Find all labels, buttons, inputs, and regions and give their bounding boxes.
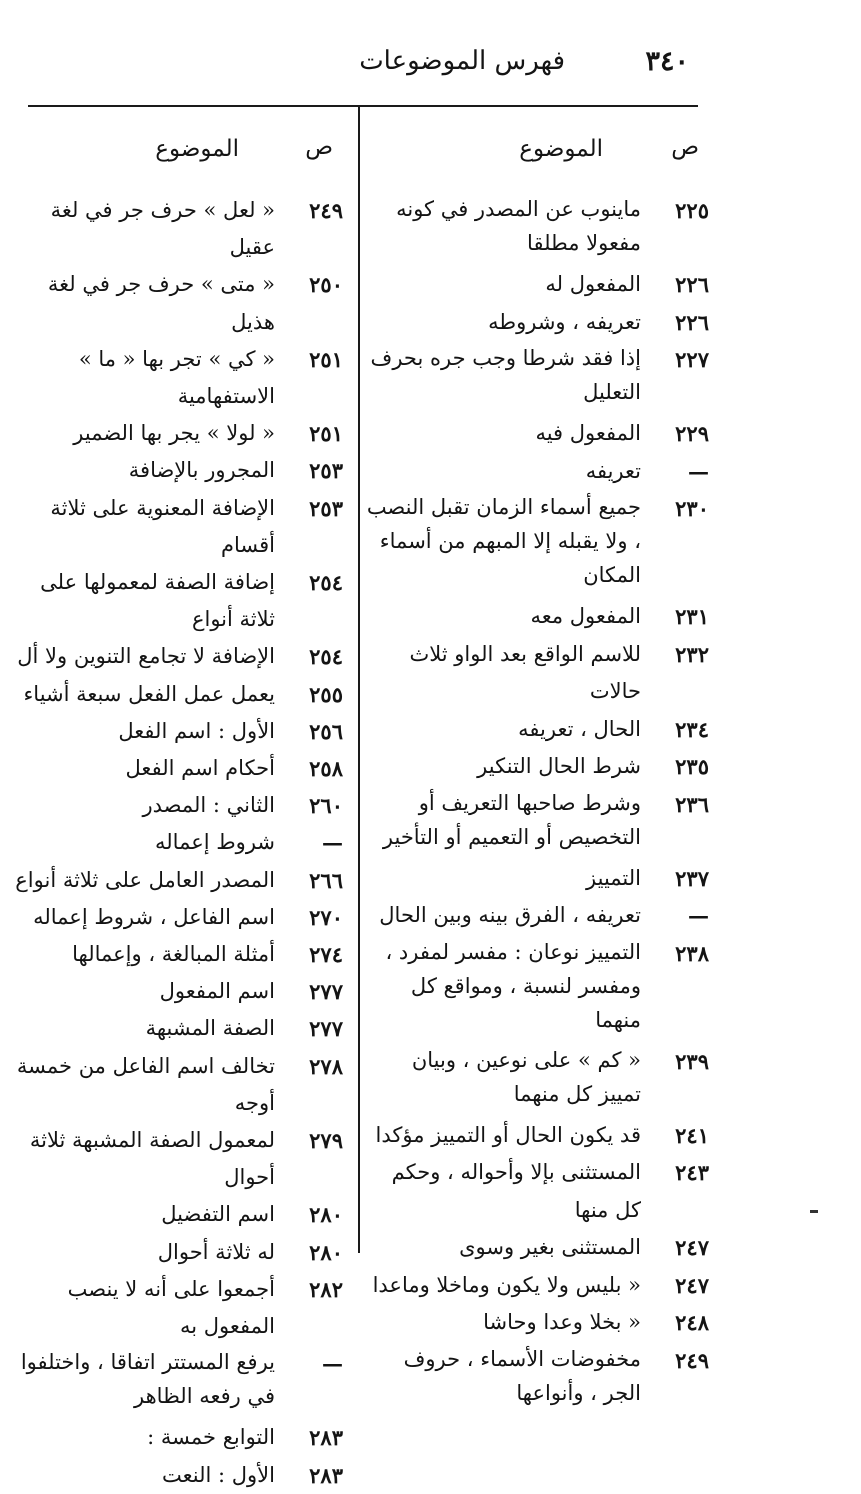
index-entry bbox=[13, 1271, 343, 1345]
entry-topic: المجرور بالإضافة bbox=[128, 458, 275, 483]
entry-topic: المفعول له bbox=[545, 272, 641, 296]
page-column-heading: ص bbox=[671, 134, 699, 160]
entry-topic: تعريفه ، وشروطه bbox=[488, 309, 641, 334]
index-entry bbox=[363, 636, 709, 711]
index-entry bbox=[13, 1196, 343, 1233]
index-entry bbox=[13, 638, 343, 675]
index-entry bbox=[363, 1154, 709, 1229]
index-entry bbox=[363, 786, 709, 854]
index-entry bbox=[13, 1345, 343, 1413]
index-entry bbox=[363, 1342, 709, 1410]
entry-page-number: ٢٧٧ bbox=[309, 1016, 343, 1042]
entry-page-number: ٢٣١ bbox=[675, 604, 709, 629]
entry-topic: لمعمول الصفة المشبهة ثلاثة أحوال bbox=[29, 1128, 275, 1190]
index-entry bbox=[13, 899, 343, 936]
entry-page-number: ٢٤٧ bbox=[675, 1235, 709, 1260]
entry-topic: للاسم الواقع بعد الواو ثلاث حالات bbox=[409, 641, 641, 703]
entry-topic: اسم المفعول bbox=[159, 979, 275, 1004]
entry-page-number: ٢٣٧ bbox=[675, 865, 709, 891]
entry-page-number: ٢٨٣ bbox=[309, 1425, 343, 1451]
entry-page-number: ٢٥٣ bbox=[309, 458, 343, 484]
index-entry bbox=[13, 452, 343, 489]
entry-page-number: ٢٥١ bbox=[309, 421, 343, 447]
entry-list bbox=[13, 192, 343, 1494]
entry-topic: أجمعوا على أنه لا ينصب المفعول به bbox=[67, 1276, 275, 1339]
entry-topic: الأول : النعت bbox=[162, 1462, 275, 1487]
index-entry bbox=[363, 1304, 709, 1342]
entry-page-number: ٢٣٨ bbox=[675, 940, 709, 966]
entry-page-number: ٢٣٠ bbox=[675, 496, 709, 521]
column-divider bbox=[358, 106, 360, 1253]
topic-column-heading: الموضوع bbox=[155, 136, 239, 162]
entry-page-number: ٢٨٢ bbox=[309, 1276, 343, 1302]
index-entry bbox=[13, 787, 343, 824]
index-entry bbox=[13, 713, 343, 750]
entry-topic: يرفع المستتر اتفاقا ، واختلفوا في رفعه الظاهر bbox=[20, 1350, 275, 1409]
page-header bbox=[0, 36, 861, 96]
index-entry bbox=[13, 824, 343, 861]
index-entry bbox=[13, 266, 343, 340]
index-entry bbox=[13, 1122, 343, 1196]
index-entry bbox=[13, 490, 343, 564]
entry-topic: المصدر العامل على ثلاثة أنواع bbox=[15, 867, 275, 892]
entry-page-number: ٢٤٧ bbox=[675, 1272, 709, 1298]
entry-page-number: — bbox=[688, 458, 709, 484]
entry-topic: « كي » تجر بها « ما » الاستفهامية bbox=[78, 346, 275, 409]
running-title: فهرس الموضوعات bbox=[359, 46, 565, 76]
entry-page-number: ٢٦٦ bbox=[309, 867, 343, 893]
entry-topic: شروط إعماله bbox=[155, 830, 275, 855]
entry-page-number: ٢٥٤ bbox=[309, 644, 343, 670]
index-entry bbox=[363, 1117, 709, 1155]
entry-topic: المفعول معه bbox=[530, 604, 641, 628]
index-entry bbox=[363, 935, 709, 1037]
index-column-left bbox=[13, 128, 343, 1488]
index-entry bbox=[363, 897, 709, 935]
entry-topic: « بخلا وعدا وحاشا bbox=[483, 1310, 641, 1334]
entry-page-number: ٢٢٥ bbox=[675, 198, 709, 223]
index-entry bbox=[13, 1234, 343, 1271]
entry-page-number: ٢٨٠ bbox=[309, 1239, 343, 1265]
index-entry bbox=[363, 304, 709, 342]
entry-page-number: ٢٧٧ bbox=[309, 979, 343, 1005]
index-entry bbox=[363, 490, 709, 592]
entry-page-number: ٢٧٤ bbox=[309, 942, 343, 968]
index-entry bbox=[13, 1419, 343, 1456]
entry-page-number: ٢٧٨ bbox=[309, 1053, 343, 1079]
index-entry bbox=[363, 711, 709, 749]
entry-page-number: — bbox=[688, 903, 709, 928]
entry-topic: التوابع خمسة : bbox=[147, 1425, 275, 1450]
index-entry bbox=[363, 1267, 709, 1305]
entry-page-number: ٢٨٠ bbox=[309, 1202, 343, 1228]
entry-topic: الحال ، تعريفه bbox=[518, 716, 641, 741]
stray-ink-mark bbox=[810, 1210, 818, 1213]
entry-topic: التمييز bbox=[586, 865, 641, 890]
index-entry bbox=[363, 192, 709, 260]
entry-topic: المستثنى بإلا وأحواله ، وحكم كل منها bbox=[391, 1160, 641, 1222]
index-entry bbox=[13, 936, 343, 973]
index-entry bbox=[363, 266, 709, 304]
entry-page-number: — bbox=[322, 1351, 343, 1377]
entry-topic: المستثنى بغير وسوى bbox=[459, 1235, 641, 1259]
entry-topic: « لعل » حرف جر في لغة عقيل bbox=[50, 198, 275, 260]
index-entry bbox=[363, 415, 709, 453]
entry-topic: تخالف اسم الفاعل من خمسة أوجه bbox=[16, 1053, 275, 1115]
column-heading bbox=[363, 128, 709, 170]
index-entry bbox=[363, 748, 709, 786]
entry-topic: « لولا » يجر بها الضمير bbox=[73, 421, 275, 446]
index-entry bbox=[13, 192, 343, 266]
entry-page-number: ٢٥٦ bbox=[309, 718, 343, 744]
index-entry bbox=[363, 598, 709, 636]
entry-page-number: ٢٥٣ bbox=[309, 495, 343, 521]
entry-topic: يعمل عمل الفعل سبعة أشياء bbox=[23, 681, 275, 706]
index-entry bbox=[13, 1457, 343, 1494]
entry-topic: الثاني : المصدر bbox=[142, 793, 275, 818]
entry-page-number: ٢٢٧ bbox=[675, 347, 709, 372]
entry-topic: مخفوضات الأسماء ، حروف الجر ، وأنواعها bbox=[403, 1346, 641, 1405]
header-rule bbox=[28, 105, 698, 107]
index-entry bbox=[13, 341, 343, 415]
entry-topic: ماينوب عن المصدر في كونه مفعولا مطلقا bbox=[396, 197, 641, 255]
index-entry bbox=[13, 1048, 343, 1122]
index-entry bbox=[13, 564, 343, 638]
entry-topic: شرط الحال التنكير bbox=[477, 754, 641, 778]
entry-page-number: ٢٦٠ bbox=[309, 793, 343, 819]
index-entry bbox=[363, 1229, 709, 1267]
entry-topic: اسم الفاعل ، شروط إعماله bbox=[33, 904, 275, 929]
entry-page-number: ٢٣٦ bbox=[675, 791, 709, 817]
entry-page-number: ٢٢٦ bbox=[675, 309, 709, 335]
entry-page-number: ٢٤٩ bbox=[675, 1347, 709, 1373]
entry-page-number: ٢٤٣ bbox=[675, 1160, 709, 1185]
entry-page-number: ٢٥٨ bbox=[309, 756, 343, 782]
page-number: ٣٤٠ bbox=[645, 46, 689, 77]
entry-list bbox=[363, 192, 709, 1410]
entry-topic: تعريفه ، الفرق بينه وبين الحال bbox=[379, 903, 641, 927]
entry-page-number: ٢٢٩ bbox=[675, 421, 709, 446]
entry-topic: وشرط صاحبها التعريف أو التخصيص أو التعميم أو التأخير bbox=[382, 790, 641, 849]
entry-topic: الأول : اسم الفعل bbox=[118, 718, 275, 743]
entry-topic: الصفة المشبهة bbox=[145, 1016, 275, 1041]
entry-topic: « بليس ولا يكون وماخلا وماعدا bbox=[372, 1272, 641, 1297]
topic-column-heading: الموضوع bbox=[519, 136, 603, 162]
entry-topic: أحكام اسم الفعل bbox=[125, 756, 275, 781]
entry-page-number: ٢٨٣ bbox=[309, 1462, 343, 1488]
entry-topic: جميع أسماء الزمان تقبل النصب ، ولا يقبله إلا المبهم من أسماء المكان bbox=[366, 495, 641, 587]
entry-page-number: ٢٣٥ bbox=[675, 754, 709, 779]
entry-topic: الإضافة لا تجامع التنوين ولا أل bbox=[17, 644, 275, 669]
index-entry bbox=[363, 453, 709, 491]
entry-topic: إضافة الصفة لمعمولها على ثلاثة أنواع bbox=[40, 570, 275, 632]
entry-topic: أمثلة المبالغة ، وإعمالها bbox=[72, 942, 275, 967]
entry-page-number: ٢٣٩ bbox=[675, 1048, 709, 1074]
entry-topic: التمييز نوعان : مفسر لمفرد ، ومفسر لنسبة ، ومواقع كل منهما bbox=[385, 939, 641, 1032]
entry-page-number: ٢٣٤ bbox=[675, 716, 709, 742]
index-entry bbox=[13, 973, 343, 1010]
index-entry bbox=[13, 862, 343, 899]
entry-page-number: — bbox=[322, 830, 343, 856]
entry-topic: تعريفه bbox=[585, 458, 641, 483]
index-entry bbox=[13, 750, 343, 787]
index-entry bbox=[13, 676, 343, 713]
entry-topic: الإضافة المعنوية على ثلاثة أقسام bbox=[50, 495, 275, 557]
page-column-heading: ص bbox=[305, 134, 333, 160]
entry-topic: قد يكون الحال أو التمييز مؤكدا bbox=[375, 1122, 641, 1147]
entry-page-number: ٢٧٠ bbox=[309, 904, 343, 930]
entry-topic: المفعول فيه bbox=[535, 421, 641, 445]
entry-page-number: ٢٤١ bbox=[675, 1122, 709, 1148]
entry-topic: « كم » على نوعين ، وبيان تمييز كل منهما bbox=[411, 1047, 641, 1106]
index-entry bbox=[13, 415, 343, 452]
entry-page-number: ٢٤٨ bbox=[675, 1310, 709, 1335]
entry-topic: له ثلاثة أحوال bbox=[157, 1239, 275, 1264]
entry-page-number: ٢٥٠ bbox=[309, 272, 343, 298]
column-heading bbox=[13, 128, 343, 170]
index-entry bbox=[13, 1010, 343, 1047]
entry-page-number: ٢٤٩ bbox=[309, 198, 343, 223]
entry-page-number: ٢٣٢ bbox=[675, 641, 709, 667]
entry-page-number: ٢٢٦ bbox=[675, 272, 709, 297]
entry-page-number: ٢٥٤ bbox=[309, 570, 343, 596]
entry-page-number: ٢٥٥ bbox=[309, 681, 343, 707]
entry-topic: « متى » حرف جر في لغة هذيل bbox=[47, 272, 275, 334]
entry-page-number: ٢٥١ bbox=[309, 346, 343, 372]
entry-topic: إذا فقد شرطا وجب جره بحرف التعليل bbox=[370, 346, 641, 404]
entry-topic: اسم التفضيل bbox=[161, 1202, 275, 1227]
index-entry bbox=[363, 860, 709, 898]
index-column-right bbox=[363, 128, 709, 1405]
index-entry bbox=[363, 341, 709, 409]
entry-page-number: ٢٧٩ bbox=[309, 1128, 343, 1154]
index-entry bbox=[363, 1043, 709, 1111]
